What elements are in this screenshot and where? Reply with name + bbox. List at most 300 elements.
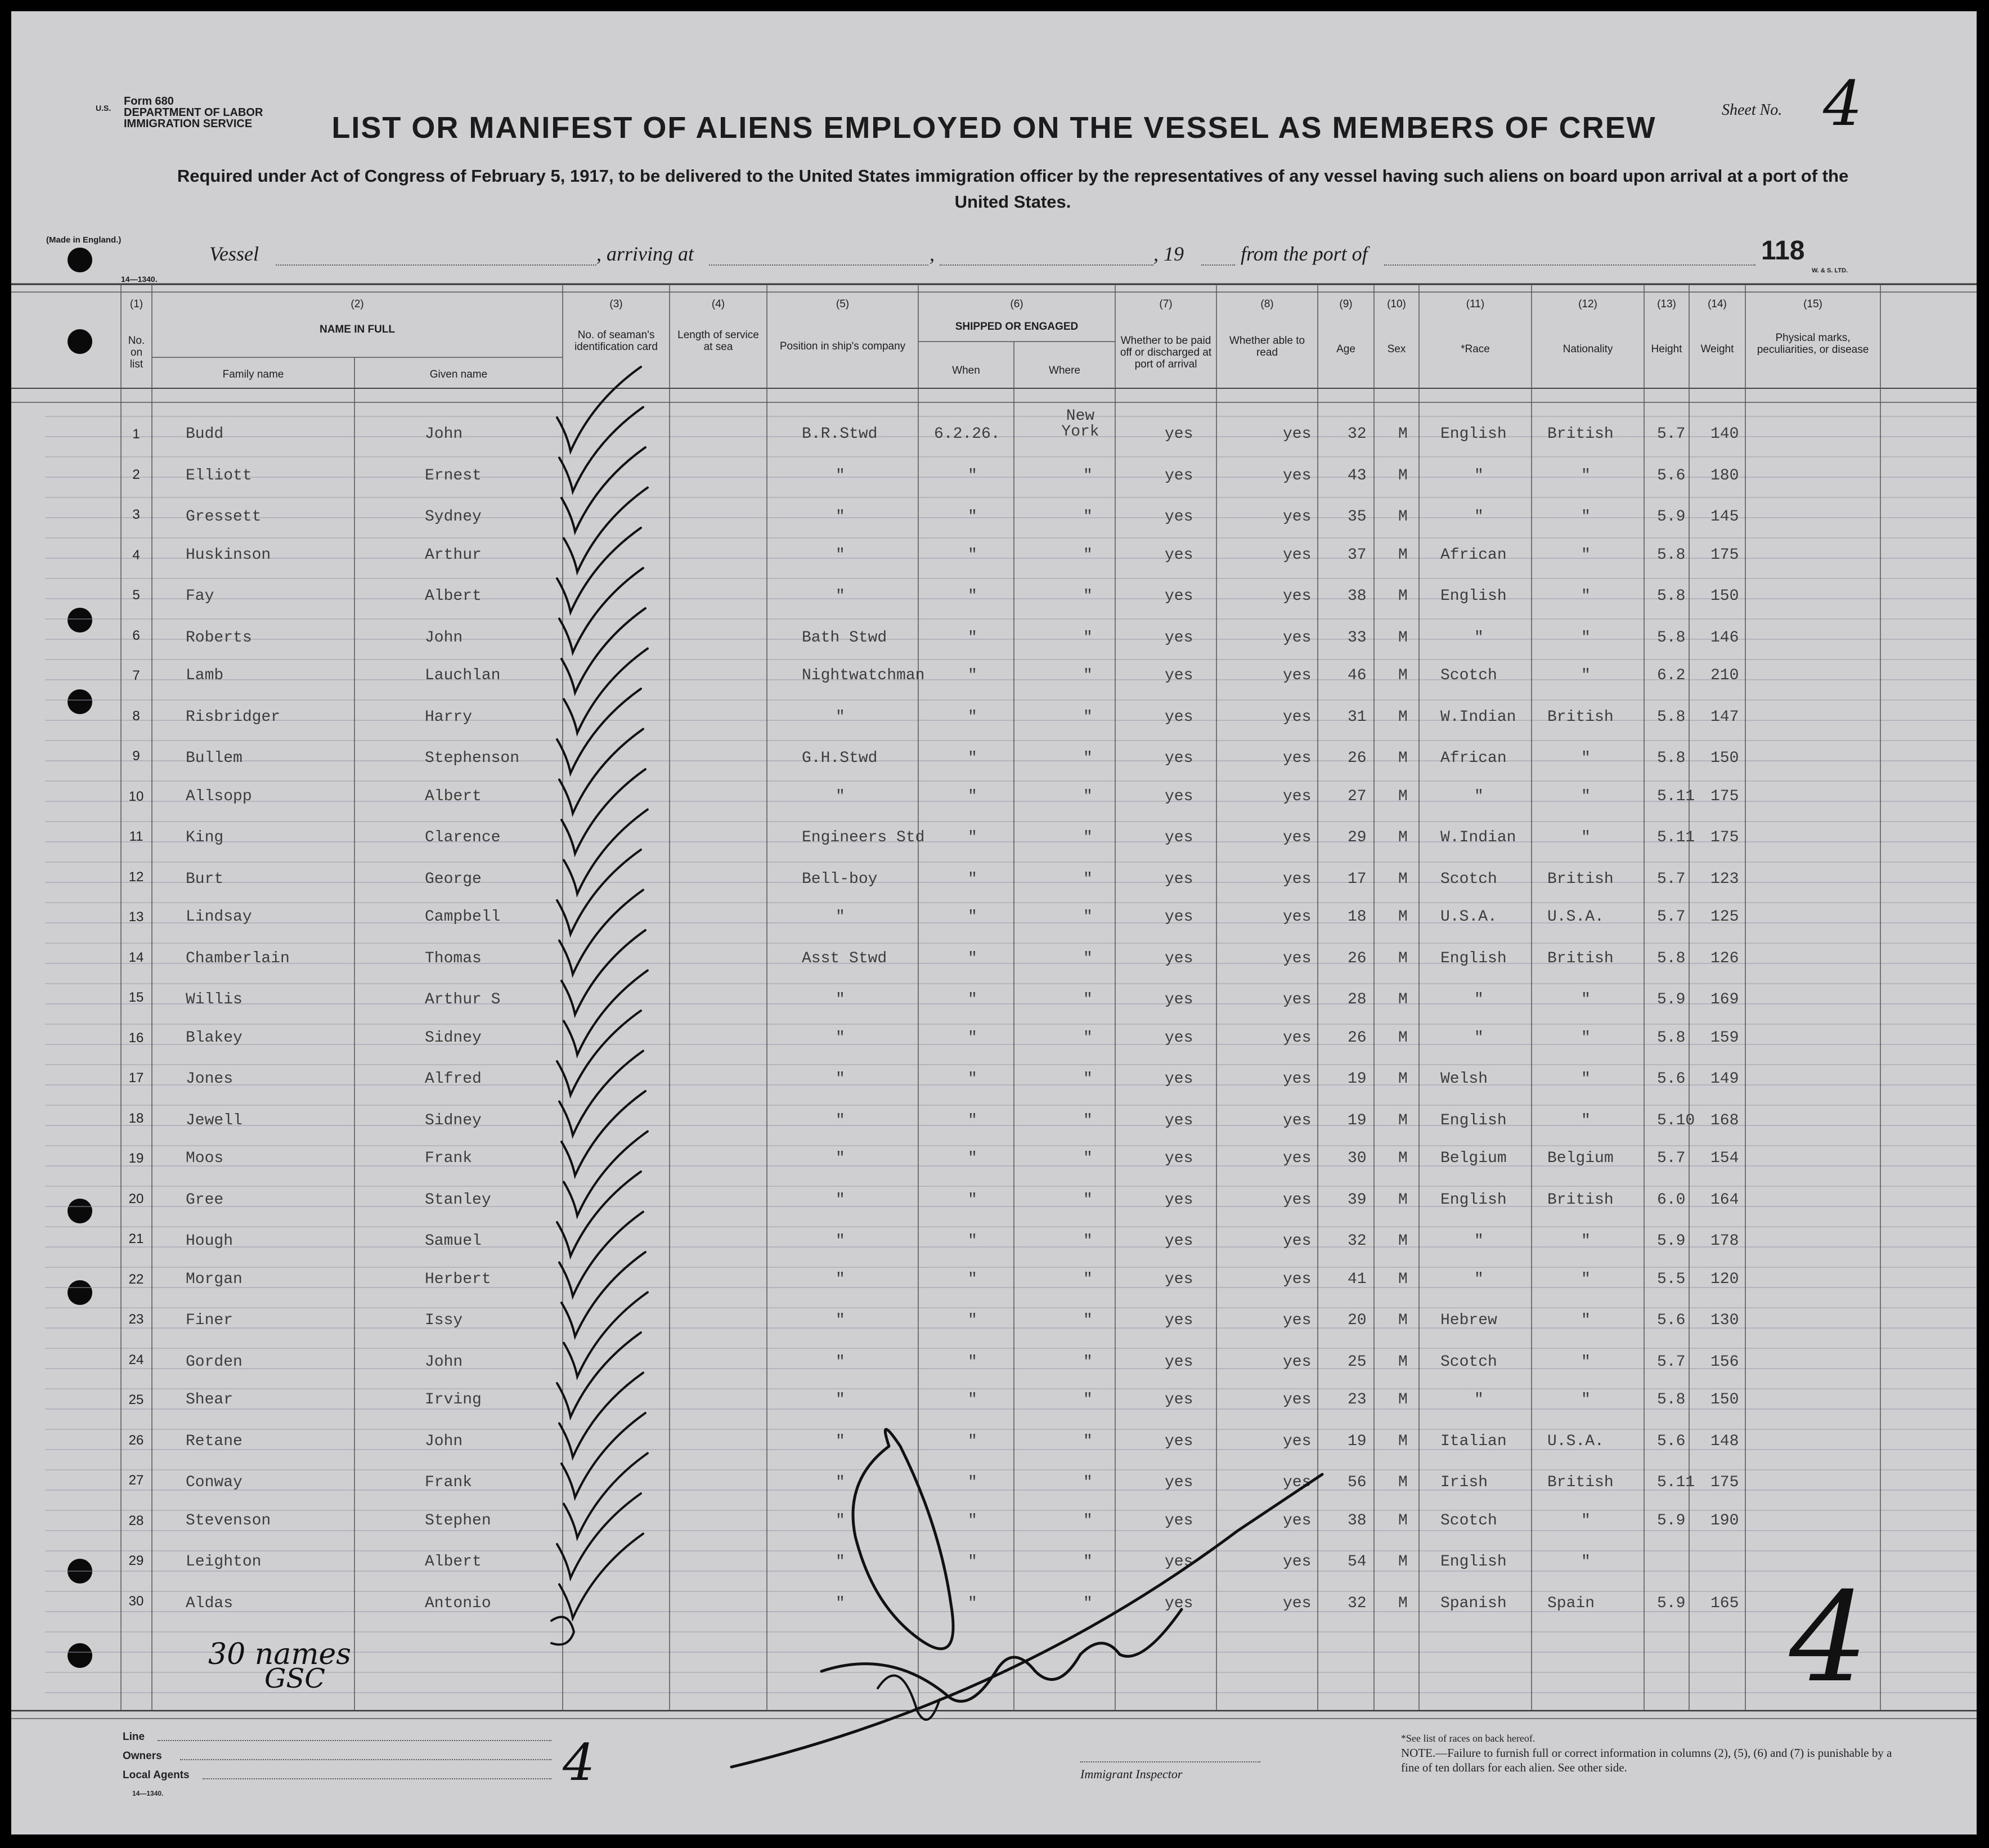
age-cell: 26	[1348, 1029, 1367, 1047]
nationality-cell: British	[1547, 1474, 1614, 1491]
paid-off-cell: yes	[1165, 508, 1193, 526]
line-label: Line	[123, 1731, 145, 1743]
check-mark-icon	[557, 1011, 641, 1095]
paid-off-cell: yes	[1165, 1511, 1193, 1529]
age-cell: 32	[1348, 1232, 1367, 1250]
race-cell: Spanish	[1440, 1594, 1507, 1612]
family-name-cell: Roberts	[186, 629, 252, 647]
shipped-where-cell: "	[1083, 1474, 1093, 1491]
able-to-read-cell: yes	[1283, 787, 1312, 805]
age-cell: 39	[1348, 1191, 1367, 1209]
position-cell: Bell-boy	[802, 870, 878, 888]
column-header-1: No. on list	[128, 335, 145, 370]
handwritten-marks	[11, 11, 1977, 1834]
given-name-cell: Herbert	[425, 1270, 491, 1288]
family-name-cell: Hough	[186, 1232, 234, 1250]
page-title: LIST OR MANIFEST OF ALIENS EMPLOYED ON THE VESSEL AS MEMBERS OF CREW	[331, 111, 1656, 145]
paid-off-cell: yes	[1165, 1111, 1193, 1129]
weight-cell: 175	[1710, 829, 1739, 846]
age-cell: 32	[1348, 425, 1367, 443]
row-number: 16	[128, 1030, 144, 1046]
position-cell: "	[836, 546, 845, 564]
shipped-where-cell: "	[1083, 908, 1093, 926]
height-cell: 5.7	[1657, 1150, 1686, 1167]
shipped-where-cell: "	[1083, 787, 1093, 805]
nationality-cell: "	[1581, 1353, 1591, 1371]
position-cell: "	[836, 1150, 845, 1167]
family-name-cell: Gree	[186, 1191, 224, 1209]
race-cell: "	[1474, 1232, 1484, 1250]
form-code: 14—1340.	[121, 275, 158, 284]
column-header-2: NAME IN FULL	[319, 324, 396, 335]
column-subheader-where: Where	[1049, 365, 1080, 376]
age-cell: 23	[1348, 1391, 1367, 1409]
age-cell: 46	[1348, 667, 1367, 684]
paid-off-cell: yes	[1165, 1070, 1193, 1088]
bottom-number-note: 4	[563, 1733, 595, 1792]
sex-cell: M	[1398, 787, 1408, 805]
paid-off-cell: yes	[1165, 667, 1193, 684]
weight-cell: 150	[1710, 750, 1739, 767]
row-number: 14	[128, 949, 144, 965]
given-name-cell: Stanley	[425, 1191, 491, 1209]
paid-off-cell: yes	[1165, 467, 1193, 485]
row-number: 30	[128, 1593, 144, 1609]
paid-off-cell: yes	[1165, 991, 1193, 1008]
check-mark-icon	[557, 689, 641, 773]
position-cell: Asst Stwd	[802, 949, 887, 967]
column-number-4: (4)	[711, 298, 725, 310]
race-cell: U.S.A.	[1440, 908, 1497, 926]
height-cell: 5.8	[1657, 949, 1686, 967]
given-name-cell: Sidney	[425, 1029, 482, 1047]
given-name-cell: Frank	[425, 1150, 473, 1167]
given-name-cell: Thomas	[425, 949, 482, 967]
signature-underline	[731, 1474, 1322, 1767]
row-number: 19	[128, 1151, 144, 1166]
position-cell: "	[836, 1511, 845, 1529]
sheet-number: 4	[1823, 68, 1862, 140]
weight-cell: 145	[1710, 508, 1739, 526]
height-cell: 5.6	[1657, 1312, 1686, 1329]
height-cell: 5.11	[1657, 829, 1695, 846]
shipped-when-cell: "	[968, 1232, 977, 1250]
height-cell: 5.8	[1657, 587, 1686, 605]
weight-cell: 149	[1710, 1070, 1739, 1088]
able-to-read-cell: yes	[1283, 667, 1312, 684]
family-name-cell: Allsopp	[186, 787, 252, 805]
initials-note: GSC	[264, 1663, 325, 1694]
column-header-6: SHIPPED OR ENGAGED	[955, 321, 1079, 333]
race-cell: Scotch	[1440, 1353, 1497, 1371]
age-cell: 37	[1348, 546, 1367, 564]
shipped-when-cell: "	[968, 1270, 977, 1288]
family-name-cell: Elliott	[186, 467, 252, 485]
age-cell: 32	[1348, 1594, 1367, 1612]
family-name-cell: Finer	[186, 1312, 234, 1329]
able-to-read-cell: yes	[1283, 1270, 1312, 1288]
age-cell: 19	[1348, 1111, 1367, 1129]
height-cell: 5.9	[1657, 1511, 1686, 1529]
able-to-read-cell: yes	[1283, 1353, 1312, 1371]
check-mark-icon	[557, 367, 641, 451]
given-name-cell: John	[425, 1353, 463, 1371]
able-to-read-cell: yes	[1283, 908, 1312, 926]
shipped-where-cell: "	[1083, 1111, 1093, 1129]
given-name-cell: Lauchlan	[425, 667, 501, 684]
able-to-read-cell: yes	[1283, 1232, 1312, 1250]
weight-cell: 159	[1710, 1029, 1739, 1047]
shipped-where-cell: "	[1083, 1553, 1093, 1571]
row-number: 10	[128, 788, 144, 804]
shipped-when-cell: "	[968, 1150, 977, 1167]
sex-cell: M	[1398, 1312, 1408, 1329]
race-cell: Belgium	[1440, 1150, 1507, 1167]
shipped-when-cell: "	[968, 667, 977, 684]
height-cell: 5.9	[1657, 1232, 1686, 1250]
nationality-cell: U.S.A.	[1547, 1432, 1604, 1450]
sex-cell: M	[1398, 1070, 1408, 1088]
position-cell: "	[836, 1029, 845, 1047]
family-name-cell: Gorden	[186, 1353, 243, 1371]
age-cell: 33	[1348, 629, 1367, 647]
column-number-8: (8)	[1260, 298, 1274, 310]
weight-cell: 175	[1710, 1474, 1739, 1491]
sex-cell: M	[1398, 1270, 1408, 1288]
nationality-cell: British	[1547, 870, 1614, 888]
nationality-cell: British	[1547, 425, 1614, 443]
race-cell: English	[1440, 587, 1507, 605]
position-cell: "	[836, 991, 845, 1008]
able-to-read-cell: yes	[1283, 1191, 1312, 1209]
row-number: 25	[128, 1392, 144, 1407]
family-name-cell: Risbridger	[186, 708, 281, 726]
check-mark-icon	[557, 1493, 641, 1578]
race-cell: "	[1474, 1029, 1484, 1047]
nationality-cell: "	[1581, 829, 1591, 846]
position-cell: "	[836, 1070, 845, 1088]
owners-field	[180, 1759, 551, 1760]
height-cell: 5.11	[1657, 787, 1695, 805]
family-name-cell: Jones	[186, 1070, 234, 1088]
age-cell: 31	[1348, 708, 1367, 726]
sex-cell: M	[1398, 1191, 1408, 1209]
sex-cell: M	[1398, 750, 1408, 767]
weight-cell: 156	[1710, 1353, 1739, 1371]
paid-off-cell: yes	[1165, 1150, 1193, 1167]
age-cell: 17	[1348, 870, 1367, 888]
sex-cell: M	[1398, 629, 1408, 647]
weight-cell: 147	[1710, 708, 1739, 726]
form-prefix: U.S.	[96, 104, 111, 113]
able-to-read-cell: yes	[1283, 949, 1312, 967]
inspector-signature-line	[1080, 1761, 1260, 1762]
able-to-read-cell: yes	[1283, 1594, 1312, 1612]
paid-off-cell: yes	[1165, 425, 1193, 443]
nationality-cell: "	[1581, 991, 1591, 1008]
position-cell: "	[836, 1594, 845, 1612]
position-cell: "	[836, 1353, 845, 1371]
line-field	[158, 1740, 551, 1741]
shipped-when-cell: "	[968, 1432, 977, 1450]
shipped-where-cell: "	[1083, 1232, 1093, 1250]
shipped-when-cell: 6.2.26.	[934, 425, 1000, 443]
column-number-7: (7)	[1159, 298, 1173, 310]
family-name-cell: Gressett	[186, 508, 262, 526]
nationality-cell: "	[1581, 1029, 1591, 1047]
shipped-where-cell: "	[1083, 587, 1093, 605]
nationality-cell: "	[1581, 546, 1591, 564]
row-number: 24	[128, 1352, 144, 1367]
weight-cell: 168	[1710, 1111, 1739, 1129]
sex-cell: M	[1398, 667, 1408, 684]
able-to-read-cell: yes	[1283, 829, 1312, 846]
arriving-label: , arriving at	[596, 243, 694, 265]
position-cell: "	[836, 908, 845, 926]
shipped-where-cell: "	[1083, 1029, 1093, 1047]
column-number-14: (14)	[1708, 298, 1727, 310]
sheet-number-label: Sheet No.	[1722, 101, 1783, 119]
column-header-5: Position in ship's company	[779, 340, 906, 352]
race-cell: Italian	[1440, 1432, 1507, 1450]
row-number: 12	[128, 869, 144, 885]
height-cell: 5.7	[1657, 1353, 1686, 1371]
sex-cell: M	[1398, 1474, 1408, 1491]
paid-off-cell: yes	[1165, 546, 1193, 564]
race-cell: Scotch	[1440, 1511, 1497, 1529]
shipped-when-cell: "	[968, 1594, 977, 1612]
given-name-cell: Albert	[425, 1553, 482, 1571]
weight-cell: 150	[1710, 587, 1739, 605]
weight-cell: 125	[1710, 908, 1739, 926]
position-cell: "	[836, 1270, 845, 1288]
able-to-read-cell: yes	[1283, 1111, 1312, 1129]
race-cell: "	[1474, 467, 1484, 485]
weight-cell: 150	[1710, 1391, 1739, 1409]
shipped-when-cell: "	[968, 1553, 977, 1571]
check-mark-icon	[557, 850, 641, 934]
sex-cell: M	[1398, 1150, 1408, 1167]
height-cell: 5.6	[1657, 1432, 1686, 1450]
shipped-where-cell: "	[1083, 508, 1093, 526]
right-number-note: 4	[1789, 1566, 1868, 1710]
race-cell: Irish	[1440, 1474, 1488, 1491]
paid-off-cell: yes	[1165, 1270, 1193, 1288]
row-number: 4	[132, 547, 140, 563]
weight-cell: 210	[1710, 667, 1739, 684]
paid-off-cell: yes	[1165, 1312, 1193, 1329]
sex-cell: M	[1398, 1353, 1408, 1371]
position-cell: "	[836, 1432, 845, 1450]
column-number-9: (9)	[1339, 298, 1353, 310]
position-cell: "	[836, 1553, 845, 1571]
form-identifier: Form 680 DEPARTMENT OF LABOR IMMIGRATION SERVICE	[124, 95, 263, 130]
family-name-cell: Morgan	[186, 1270, 243, 1288]
sex-cell: M	[1398, 1511, 1408, 1529]
given-name-cell: Sydney	[425, 508, 482, 526]
row-number: 18	[128, 1110, 144, 1126]
column-number-12: (12)	[1578, 298, 1597, 310]
height-cell: 5.8	[1657, 1391, 1686, 1409]
shipped-where-cell: "	[1083, 1432, 1093, 1450]
able-to-read-cell: yes	[1283, 425, 1312, 443]
weight-cell: 190	[1710, 1511, 1739, 1529]
sex-cell: M	[1398, 425, 1408, 443]
paid-off-cell: yes	[1165, 870, 1193, 888]
given-name-cell: Albert	[425, 587, 482, 605]
sex-cell: M	[1398, 1594, 1408, 1612]
penalty-note: NOTE.—Failure to furnish full or correct information in columns (2), (5), (6) and (7) is punishable by a fine of ten dollars for each alien. See other side.	[1401, 1746, 1892, 1774]
race-note: *See list of races on back hereof.	[1401, 1733, 1535, 1744]
able-to-read-cell: yes	[1283, 508, 1312, 526]
nationality-cell: "	[1581, 1312, 1591, 1329]
height-cell: 5.10	[1657, 1111, 1695, 1129]
column-subheader-given-name: Given name	[429, 369, 488, 380]
able-to-read-cell: yes	[1283, 629, 1312, 647]
race-cell: African	[1440, 750, 1507, 767]
shipped-where-cell: "	[1083, 1511, 1093, 1529]
height-cell: 5.11	[1657, 1474, 1695, 1491]
given-name-cell: George	[425, 870, 482, 888]
paid-off-cell: yes	[1165, 1029, 1193, 1047]
sex-cell: M	[1398, 546, 1408, 564]
able-to-read-cell: yes	[1283, 546, 1312, 564]
race-cell: English	[1440, 1191, 1507, 1209]
age-cell: 26	[1348, 750, 1367, 767]
given-name-cell: Irving	[425, 1391, 482, 1409]
row-number: 11	[129, 829, 143, 844]
shipped-when-cell: "	[968, 1353, 977, 1371]
given-name-cell: Arthur	[425, 546, 482, 564]
given-name-cell: Campbell	[425, 908, 501, 926]
race-cell: English	[1440, 1553, 1507, 1571]
row-number: 13	[128, 909, 144, 925]
able-to-read-cell: yes	[1283, 1070, 1312, 1088]
position-cell: Nightwatchman	[802, 667, 925, 684]
weight-cell: 175	[1710, 787, 1739, 805]
age-cell: 29	[1348, 829, 1367, 846]
family-name-cell: Lindsay	[186, 908, 252, 926]
column-header-11: *Race	[1461, 343, 1490, 355]
shipped-where-cell: "	[1083, 629, 1093, 647]
age-cell: 38	[1348, 1511, 1367, 1529]
sex-cell: M	[1398, 1391, 1408, 1409]
able-to-read-cell: yes	[1283, 708, 1312, 726]
family-name-cell: Retane	[186, 1432, 243, 1450]
height-cell: 5.7	[1657, 425, 1686, 443]
nationality-cell: "	[1581, 1270, 1591, 1288]
shipped-where-cell: "	[1083, 467, 1093, 485]
position-cell: "	[836, 1391, 845, 1409]
row-30-mark	[551, 1617, 574, 1644]
column-number-3: (3)	[609, 298, 623, 310]
nationality-cell: "	[1581, 787, 1591, 805]
height-cell: 5.7	[1657, 908, 1686, 926]
sex-cell: M	[1398, 1432, 1408, 1450]
weight-cell: 169	[1710, 991, 1739, 1008]
shipped-when-cell: "	[968, 708, 977, 726]
shipped-when-cell: "	[968, 908, 977, 926]
sex-cell: M	[1398, 870, 1408, 888]
position-cell: Engineers Std	[802, 829, 925, 846]
column-number-15: (15)	[1803, 298, 1822, 310]
weight-cell: 180	[1710, 467, 1739, 485]
column-header-3: No. of seaman's identification card	[574, 329, 658, 353]
family-name-cell: Burt	[186, 870, 224, 888]
row-number: 29	[128, 1553, 144, 1568]
shipped-when-cell: "	[968, 587, 977, 605]
shipped-where-cell: "	[1083, 829, 1093, 846]
column-subheader-when: When	[952, 365, 980, 376]
weight-cell: 175	[1710, 546, 1739, 564]
paid-off-cell: yes	[1165, 629, 1193, 647]
column-header-8: Whether able to read	[1229, 335, 1305, 358]
age-cell: 54	[1348, 1553, 1367, 1571]
column-number-13: (13)	[1657, 298, 1676, 310]
shipped-when-cell: "	[968, 870, 977, 888]
race-cell: "	[1474, 991, 1484, 1008]
given-name-cell: Clarence	[425, 829, 501, 846]
height-cell: 5.8	[1657, 629, 1686, 647]
age-cell: 56	[1348, 1474, 1367, 1491]
family-name-cell: Budd	[186, 425, 224, 443]
age-cell: 41	[1348, 1270, 1367, 1288]
weight-cell: 140	[1710, 425, 1739, 443]
shipped-when-cell: "	[968, 1029, 977, 1047]
race-cell: African	[1440, 546, 1507, 564]
position-cell: "	[836, 1111, 845, 1129]
position-cell: "	[836, 787, 845, 805]
vessel-label: Vessel	[209, 243, 259, 265]
shipped-when-cell: "	[968, 949, 977, 967]
family-name-cell: Stevenson	[186, 1511, 271, 1529]
paid-off-cell: yes	[1165, 829, 1193, 846]
nationality-cell: "	[1581, 667, 1591, 684]
race-cell: "	[1474, 787, 1484, 805]
family-name-cell: Blakey	[186, 1029, 243, 1047]
shipped-where-cell: "	[1083, 1391, 1093, 1409]
height-cell: 5.8	[1657, 708, 1686, 726]
weight-cell: 178	[1710, 1232, 1739, 1250]
row-number: 28	[128, 1513, 144, 1528]
given-name-cell: John	[425, 1432, 463, 1450]
able-to-read-cell: yes	[1283, 750, 1312, 767]
position-cell: "	[836, 467, 845, 485]
manifest-sheet	[11, 11, 1977, 1834]
race-cell: Hebrew	[1440, 1312, 1497, 1329]
position-cell: "	[836, 1474, 845, 1491]
shipped-when-cell: "	[968, 829, 977, 846]
paid-off-cell: yes	[1165, 587, 1193, 605]
race-cell: Scotch	[1440, 667, 1497, 684]
position-cell: "	[836, 1191, 845, 1209]
family-name-cell: Aldas	[186, 1594, 234, 1612]
row-number: 22	[128, 1271, 144, 1287]
check-mark-icon	[557, 1172, 641, 1256]
given-name-cell: Ernest	[425, 467, 482, 485]
position-cell: "	[836, 708, 845, 726]
shipped-where-cell: "	[1083, 1270, 1093, 1288]
shipped-where-cell: "	[1083, 1312, 1093, 1329]
shipped-when-cell: "	[968, 508, 977, 526]
shipped-where-cell: New York	[1061, 407, 1099, 441]
shipped-where-cell: "	[1083, 708, 1093, 726]
paid-off-cell: yes	[1165, 1474, 1193, 1491]
shipped-when-cell: "	[968, 1391, 977, 1409]
height-cell: 5.8	[1657, 750, 1686, 767]
nationality-cell: Spain	[1547, 1594, 1595, 1612]
shipped-when-cell: "	[968, 750, 977, 767]
